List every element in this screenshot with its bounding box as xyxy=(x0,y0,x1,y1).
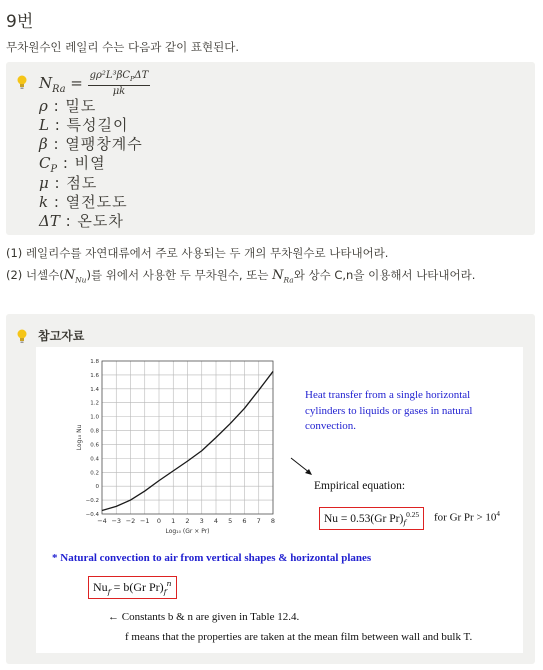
x-tick-label: −2 xyxy=(125,517,136,525)
empirical-equation-box: Nu = 0.53(Gr $Pr)_f^{0.25}$ xyxy=(319,507,424,530)
x-tick-label: 4 xyxy=(213,517,219,525)
lightbulb-icon xyxy=(16,328,28,344)
def-rho: ρ : 밀도 xyxy=(39,97,97,115)
x-tick-label: 1 xyxy=(171,517,176,525)
def-mu: μ : 점도 xyxy=(39,174,98,192)
reference-figure xyxy=(36,347,523,653)
heat-transfer-caption: Heat transfer from a single horizontal cylinders to liquids or gases in natural convection. xyxy=(305,389,473,432)
x-tick-label: 3 xyxy=(199,517,204,525)
question-2: (2) 너셀수$(N_{Nu})$를 위에서 사용한 두 무차원수, 또는 $N_{Ra}$와 상수 C,n을 이용해서 나타내어라. xyxy=(6,268,476,285)
y-tick-label: 0.6 xyxy=(90,442,99,449)
intro-text: 무차원수인 레일리 수는 다음과 같이 표현된다. xyxy=(6,40,240,54)
left-arrow-icon: ← xyxy=(108,611,119,623)
x-tick-label: 5 xyxy=(228,517,233,525)
y-tick-label: 1.0 xyxy=(90,414,99,421)
x-tick-label: 0 xyxy=(156,517,162,525)
rayleigh-formula: $N_{Ra}$ = $g\rho^2L^3\beta C_P\Delta T$ μk xyxy=(39,70,149,97)
general-equation-box: $Nu_f = b(Gr$ $Pr)_f^n$ xyxy=(88,576,177,599)
y-tick-label: 0.2 xyxy=(90,470,99,477)
empirical-label: Empirical equation: xyxy=(314,480,406,492)
reference-title: 참고자료 xyxy=(38,329,85,343)
pointer-arrow-icon xyxy=(288,455,318,479)
y-axis-label: Log₁₀ Nu xyxy=(76,424,83,451)
y-tick-label: 1.6 xyxy=(90,372,99,379)
x-tick-label: −3 xyxy=(111,517,122,525)
formula-denominator: μk xyxy=(112,86,126,97)
y-tick-label: −0.4 xyxy=(85,512,99,518)
film-property-note: f means that the properties are taken at the mean film between wall and bulk T. xyxy=(125,631,473,643)
x-tick-label: 7 xyxy=(256,517,261,525)
x-tick-label: −4 xyxy=(97,517,107,525)
y-tick-label: 1.8 xyxy=(90,359,99,365)
equation-condition: for Gr $Pr > 10^4$ xyxy=(434,510,500,524)
def-cp: $C_P$ : 비열 xyxy=(39,154,106,175)
y-tick-label: 0 xyxy=(95,484,99,491)
y-tick-label: 1.2 xyxy=(90,400,99,407)
def-deltaT: ΔT : 온도차 xyxy=(39,212,124,230)
natural-convection-title: * Natural convection to air from vertical shapes & horizontal planes xyxy=(52,552,372,564)
def-k: k : 열전도도 xyxy=(39,193,128,211)
question-1: (1) 레일리수를 자연대류에서 주로 사용되는 두 개의 무차원수로 나타내어라. xyxy=(6,246,389,260)
y-tick-label: 1.4 xyxy=(90,386,99,393)
x-tick-label: −1 xyxy=(139,517,150,525)
definitions-callout xyxy=(6,62,535,235)
x-tick-label: 8 xyxy=(270,517,276,525)
y-tick-label: 0.4 xyxy=(90,456,99,463)
x-axis-label: Log₁₀ (Gr × Pr) xyxy=(165,528,210,535)
formula-fraction xyxy=(88,70,151,98)
constants-note: ← Constants b & n are given in Table 12.4. xyxy=(108,611,300,623)
def-L: L : 특성길이 xyxy=(39,116,129,134)
formula-lhs: N xyxy=(39,74,53,92)
formula-numerator: $g\rho^2L^3\beta C_P\Delta T$ xyxy=(88,70,151,86)
y-tick-label: 0.8 xyxy=(90,428,99,435)
page-title: 9번 xyxy=(6,12,34,32)
x-tick-label: 6 xyxy=(242,517,247,525)
nusselt-chart xyxy=(36,347,296,542)
lightbulb-icon xyxy=(16,74,28,90)
def-beta: β : 열팽창계수 xyxy=(39,135,143,153)
y-tick-label: −0.2 xyxy=(85,498,99,505)
formula-lhs-sub: Ra xyxy=(52,84,66,95)
x-tick-label: 2 xyxy=(185,517,190,525)
